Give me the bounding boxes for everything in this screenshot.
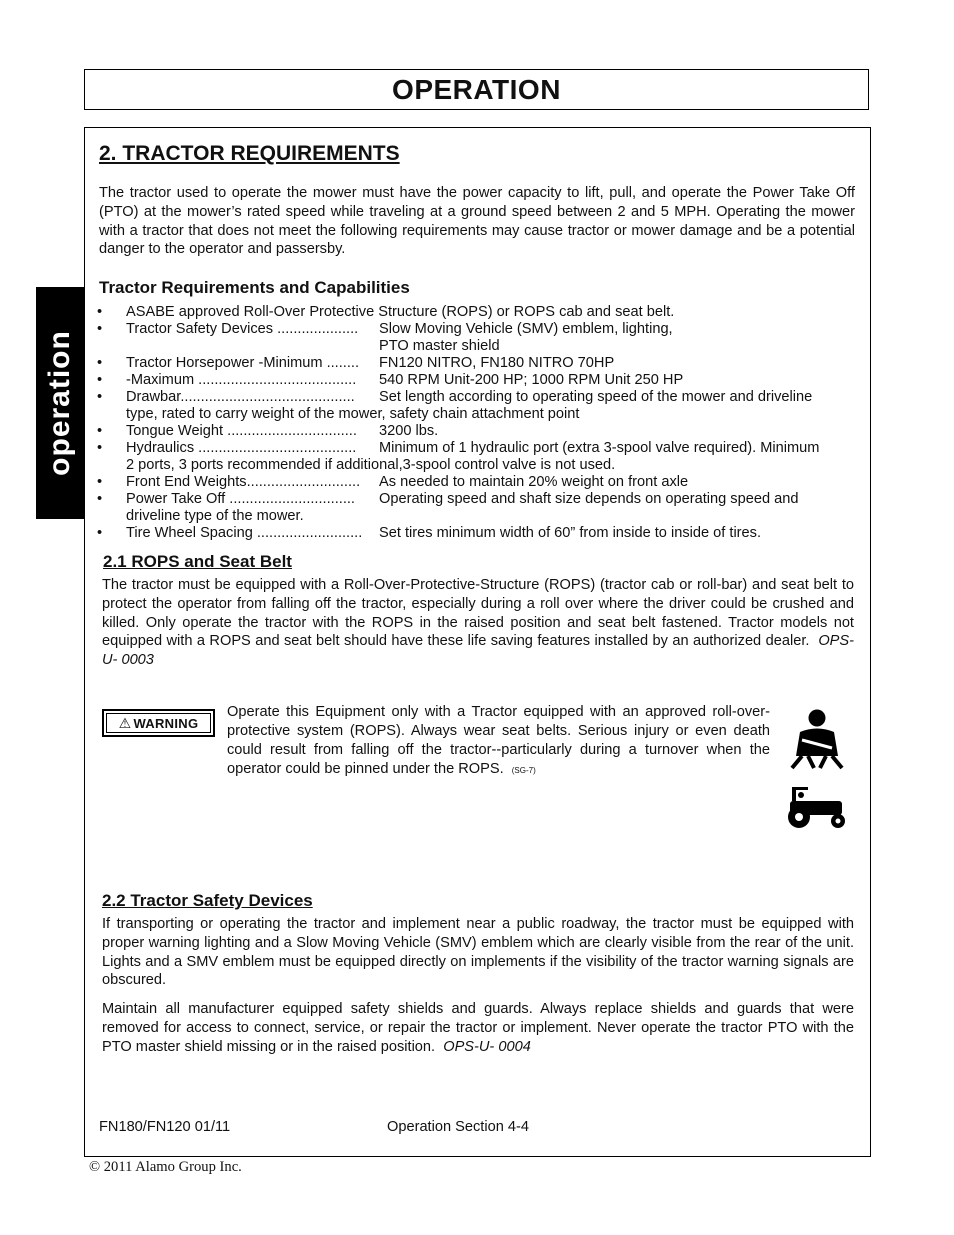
requirement-value: As needed to maintain 20% weight on front axle	[379, 474, 689, 490]
safety-devices-paragraph-1: If transporting or operating the tractor and implement near a public roadway, the tractor must be equipped with proper warning lighting and a Slow Moving Vehicle (SMV) emblem which are clearly visible from the rear of the unit. Lights and a SMV emblem must be equipped directly on implements if the visibility of the tractor warning signals are obscured.	[102, 916, 854, 989]
side-tab	[36, 287, 84, 519]
requirement-label: Tractor Safety Devices ....................	[126, 321, 359, 337]
seatbelt-operator-icon	[786, 708, 848, 772]
header-title: OPERATION	[392, 73, 561, 105]
requirement-label: ASABE approved Roll-Over Protective Structure (ROPS) or ROPS cab and seat belt.	[126, 304, 675, 320]
bullet-icon: •	[97, 440, 103, 456]
safety-devices-paragraph-2	[102, 1000, 854, 1056]
requirement-value: FN120 NITRO, FN180 NITRO 70HP	[379, 355, 615, 371]
requirement-item	[97, 491, 857, 508]
warning-body: Operate this Equipment only with a Tractor equipped with an approved roll-over-protective system (ROPS). Always wear seat belts. Serious injury or even death could result from falling off the tractor--particularly during a turnover when the operator could be pinned under the ROPS.	[227, 704, 770, 777]
safety-devices-body: Maintain all manufacturer equipped safety shields and guards. Always replace shields and guards that were removed for access to connect, service, or repair the tractor or implement. Never operate the tractor PTO with the PTO master shield missing or in the raised position.	[102, 1001, 854, 1055]
bullet-icon: •	[97, 491, 103, 507]
warning-text	[227, 703, 770, 780]
requirement-item	[97, 423, 857, 440]
footer-copyright: © 2011 Alamo Group Inc.	[89, 1159, 242, 1175]
warning-badge	[102, 709, 215, 737]
requirement-label: Front End Weights............................	[126, 474, 361, 490]
requirement-value: Set tires minimum width of 60” from inside to inside of tires.	[379, 525, 762, 541]
requirement-item	[97, 474, 857, 491]
bullet-icon: •	[97, 474, 103, 490]
requirement-value: Slow Moving Vehicle (SMV) emblem, lighting,	[379, 321, 673, 337]
requirement-continuation: type, rated to carry weight of the mower, safety chain attachment point	[126, 406, 580, 422]
requirements-heading: Tractor Requirements and Capabilities	[99, 278, 410, 297]
requirement-label: Tractor Horsepower -Minimum ........	[126, 355, 360, 371]
bullet-icon: •	[97, 372, 103, 388]
requirement-value: Set length according to operating speed of the mower and driveline	[379, 389, 813, 405]
requirements-list	[97, 304, 857, 542]
warning-code: (SG-7)	[511, 766, 536, 775]
requirement-continuation: driveline type of the mower.	[126, 508, 304, 524]
rops-body: The tractor must be equipped with a Roll-Over-Protective-Structure (ROPS) (tractor cab or roll-bar) and seat belt to protect the operator from falling off the tractor, especially during a roll over where the driver could be crushed and killed. Only operate the tractor with the ROPS in the raised position and seat belt fastened. Tractor models not equipped with a ROPS and seat belt should have these life saving features installed by an authorized dealer.	[102, 577, 854, 650]
requirement-label: -Maximum .......................................	[126, 372, 357, 388]
requirement-item	[97, 440, 857, 457]
bullet-icon: •	[97, 525, 103, 541]
requirement-continuation: 2 ports, 3 ports recommended if additional,3-spool control valve is not used.	[126, 457, 616, 473]
safety-devices-code: OPS-U- 0004	[443, 1038, 531, 1055]
side-tab-label: operation	[43, 330, 76, 476]
bullet-icon: •	[97, 389, 103, 405]
rops-heading: 2.1 ROPS and Seat Belt	[103, 552, 292, 571]
rops-paragraph	[102, 576, 854, 670]
requirement-label: Tire Wheel Spacing ..........................	[126, 525, 363, 541]
footer-model: FN180/FN120 01/11	[99, 1119, 231, 1135]
bullet-icon: •	[97, 304, 103, 320]
requirement-value: 540 RPM Unit-200 HP; 1000 RPM Unit 250 HP	[379, 372, 684, 388]
requirement-continuation: PTO master shield	[379, 338, 500, 354]
requirement-item	[97, 321, 857, 338]
requirement-label: Drawbar...........................................	[126, 389, 355, 405]
footer-section: Operation Section 4-4	[387, 1119, 529, 1135]
requirement-value: Operating speed and shaft size depends on operating speed and	[379, 491, 799, 507]
page-header	[84, 69, 869, 110]
tractor-icon	[782, 784, 850, 830]
requirement-item	[97, 372, 857, 389]
safety-devices-heading: 2.2 Tractor Safety Devices	[102, 891, 313, 910]
requirement-value: Minimum of 1 hydraulic port (extra 3-spool valve required). Minimum	[379, 440, 820, 456]
warning-badge-label: WARNING	[133, 715, 199, 731]
bullet-icon: •	[97, 355, 103, 371]
rops-code: OPS-U- 0003	[102, 633, 854, 669]
bullet-icon: •	[97, 321, 103, 337]
section-title: 2. TRACTOR REQUIREMENTS	[99, 142, 400, 165]
requirement-item	[97, 355, 857, 372]
bullet-icon: •	[97, 423, 103, 439]
warning-triangle-icon: ⚠	[118, 714, 132, 731]
requirement-item	[97, 304, 857, 321]
requirement-item	[97, 389, 857, 406]
requirement-label: Tongue Weight ................................	[126, 423, 357, 439]
requirement-label: Hydraulics .......................................	[126, 440, 357, 456]
requirement-label: Power Take Off ...............................	[126, 491, 355, 507]
requirement-item	[97, 525, 857, 542]
requirement-value: 3200 lbs.	[379, 423, 439, 439]
intro-paragraph: The tractor used to operate the mower must have the power capacity to lift, pull, and operate the Power Take Off (PTO) at the mower’s rated speed while traveling at a ground speed between 2 and 5 MPH. Operating the mower with a tractor that does not meet the following requirements may cause tractor or mower damage and be a potential danger to the operator and passersby.	[99, 185, 855, 258]
